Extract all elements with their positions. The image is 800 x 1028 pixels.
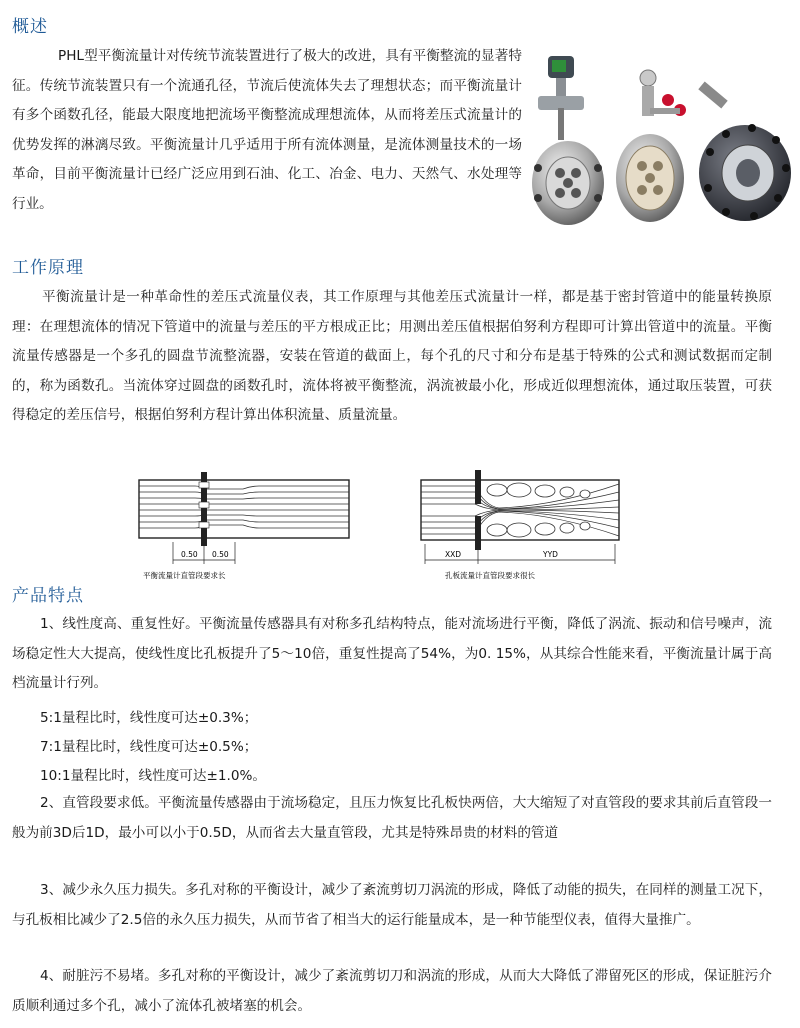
- overview-heading: 概述: [12, 17, 48, 37]
- left-dim-a: 0.50: [181, 550, 198, 559]
- flowmeter-with-transmitter-image: [532, 56, 604, 225]
- overview-paragraph: PHL型平衡流量计对传统节流装置进行了极大的改进，具有平衡整流的显著特征。传统节流装置只有一个流通孔径，节流后使流体失去了理想状态；而平衡流量计有多个函数孔径，能最大限度地把流场平衡整流成理想流体，从而将差压式流量计的优势发挥的淋漓尽致。平衡流量计几乎适用于所有流体测量，是流体测量技术的一场革命，目前平衡流量计已经广泛应用到石油、化工、冶金、电力、天然气、水处理等行业。: [12, 48, 522, 212]
- feature-pressure-loss: 3、减少永久压力损失。多孔对称的平衡设计，减少了紊流剪切刀涡流的形成，降低了动能的损失，在同样的测量工况下，与孔板相比减少了2.5倍的永久压力损失，从而节省了相当大的运行能量成本，是一种节能型仪表，值得大量推广。: [12, 882, 772, 928]
- right-diagram-caption: 孔板流量计直管段要求很长: [445, 571, 535, 580]
- principle-heading: 工作原理: [12, 258, 84, 278]
- features-heading: 产品特点: [12, 586, 84, 606]
- orifice-flowmeter-flow-diagram: [415, 468, 630, 588]
- range-ratio-10: 10:1量程比时，线性度可达±1.0%。: [40, 768, 266, 784]
- left-dim-b: 0.50: [212, 550, 229, 559]
- feature-straight-pipe: 2、直管段要求低。平衡流量传感器由于流场稳定，且压力恢复比孔板快两倍，大大缩短了对直管段的要求其前后直管段一般为前3D后1D，最小可以小于0.5D，从而省去大量直管段，尤其是特殊昂贵的材料的管道: [12, 795, 772, 841]
- right-dim-b: YYD: [543, 550, 558, 559]
- feature-linearity: 1、线性度高、重复性好。平衡流量传感器具有对称多孔结构特点，能对流场进行平衡，降低了涡流、振动和信号噪声，流场稳定性大大提高，使线性度比孔板提升了5～10倍，重复性提高了54%，为0. 15%，从其综合性能来看，平衡流量计属于高档流量计行列。: [12, 616, 772, 692]
- principle-paragraph: 平衡流量计是一种革命性的差压式流量仪表，其工作原理与其他差压式流量计一样，都是基于密封管道中的能量转换原理：在理想流体的情况下管道中的流量与差压的平方根成正比；用测出差压值根据伯努利方程即可计算出管道中的流量。平衡流量传感器是一个多孔的圆盘节流整流器，安装在管道的截面上，每个孔的尺寸和分布是基于特殊的公式和测试数据而定制的，称为函数孔。当流体穿过圆盘的函数孔时，流体将被平衡整流，涡流被最小化，形成近似理想流体，通过取压装置，可获得稳定的差压信号，根据伯努利方程计算出体积流量、质量流量。: [12, 289, 772, 424]
- feature-anti-clogging: 4、耐脏污不易堵。多孔对称的平衡设计，减少了紊流剪切刀和涡流的形成，从而大大降低了滞留死区的形成，保证脏污介质顺利通过多个孔，减小了流体孔被堵塞的机会。: [12, 968, 772, 1014]
- right-dim-a: XXD: [445, 550, 462, 559]
- balanced-flowmeter-flow-diagram: [133, 468, 355, 588]
- range-ratio-7: 7:1量程比时，线性度可达±0.5%；: [40, 739, 258, 755]
- flanged-flowmeter-image: [698, 82, 791, 221]
- range-ratio-5: 5:1量程比时，线性度可达±0.3%；: [40, 710, 258, 726]
- product-photos: [530, 48, 795, 238]
- flowmeter-with-valves-image: [616, 70, 686, 222]
- left-diagram-caption: 平衡流量计直管段要求长: [143, 571, 226, 580]
